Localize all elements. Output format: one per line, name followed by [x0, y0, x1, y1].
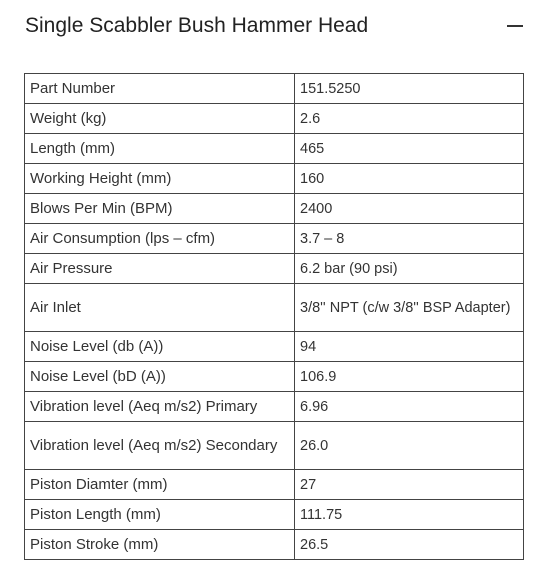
spec-table [24, 73, 524, 560]
spec-label: Vibration level (Aeq m/s2) Primary [25, 392, 295, 422]
spec-value: 3/8'' NPT (c/w 3/8'' BSP Adapter) [295, 284, 524, 332]
minus-icon[interactable] [506, 17, 524, 35]
table-row [25, 104, 524, 134]
spec-value: 6.2 bar (90 psi) [295, 254, 524, 284]
spec-value: 111.75 [295, 500, 524, 530]
spec-value: 151.5250 [295, 74, 524, 104]
spec-label: Piston Diamter (mm) [25, 470, 295, 500]
accordion-header[interactable] [0, 0, 538, 54]
table-row [25, 164, 524, 194]
spec-label: Air Pressure [25, 254, 295, 284]
table-row [25, 74, 524, 104]
spec-label: Air Consumption (lps – cfm) [25, 224, 295, 254]
spec-value: 160 [295, 164, 524, 194]
spec-value: 94 [295, 332, 524, 362]
table-row [25, 134, 524, 164]
spec-value: 26.5 [295, 530, 524, 560]
spec-value: 106.9 [295, 362, 524, 392]
table-row [25, 194, 524, 224]
spec-value: 2.6 [295, 104, 524, 134]
spec-value: 465 [295, 134, 524, 164]
spec-label: Working Height (mm) [25, 164, 295, 194]
table-row [25, 530, 524, 560]
spec-label: Noise Level (db (A)) [25, 332, 295, 362]
spec-label: Part Number [25, 74, 295, 104]
spec-label: Piston Stroke (mm) [25, 530, 295, 560]
table-row [25, 470, 524, 500]
table-row [25, 392, 524, 422]
spec-label: Air Inlet [25, 284, 295, 332]
spec-label: Weight (kg) [25, 104, 295, 134]
spec-value: 27 [295, 470, 524, 500]
spec-value: 26.0 [295, 422, 524, 470]
spec-label: Length (mm) [25, 134, 295, 164]
table-row [25, 254, 524, 284]
spec-label: Noise Level (bD (A)) [25, 362, 295, 392]
spec-label: Vibration level (Aeq m/s2) Secondary [25, 422, 295, 470]
table-row [25, 332, 524, 362]
spec-value: 3.7 – 8 [295, 224, 524, 254]
spec-label: Piston Length (mm) [25, 500, 295, 530]
table-row [25, 500, 524, 530]
table-row [25, 362, 524, 392]
spec-label: Blows Per Min (BPM) [25, 194, 295, 224]
table-row [25, 422, 524, 470]
spec-value: 2400 [295, 194, 524, 224]
accordion-title[interactable]: Single Scabbler Bush Hammer Head [25, 14, 369, 37]
table-row [25, 224, 524, 254]
table-row [25, 284, 524, 332]
spec-value: 6.96 [295, 392, 524, 422]
